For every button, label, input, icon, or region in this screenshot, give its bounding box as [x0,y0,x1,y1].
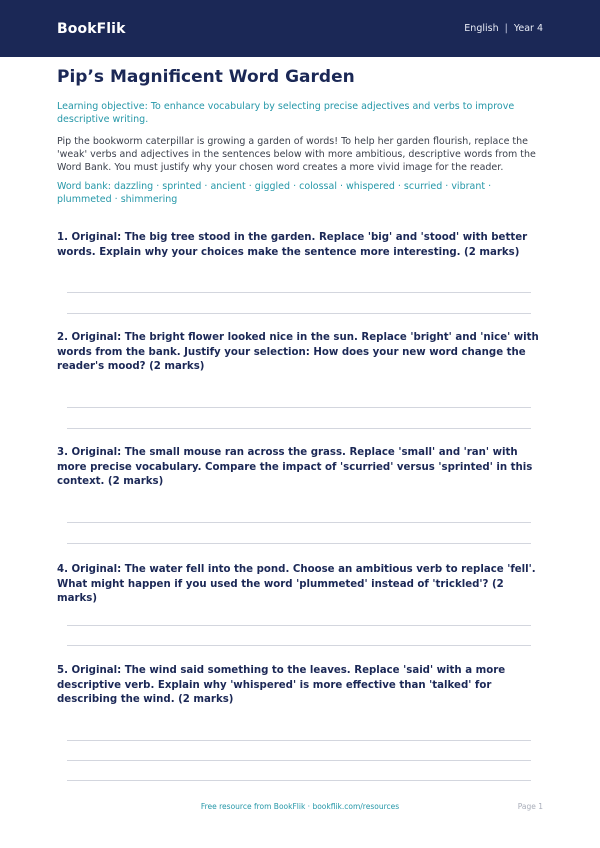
answer-line[interactable] [67,522,531,523]
answer-line[interactable] [67,740,531,741]
worksheet-intro [57,66,543,206]
answer-line[interactable] [67,625,531,626]
learning-objective: Learning objective: To enhance vocabulary by selecting precise adjectives and verbs to improve descriptive writing. [57,101,515,125]
answer-line[interactable] [67,645,531,646]
answer-line[interactable] [67,780,531,781]
footer-credit[interactable]: Free resource from BookFlik · bookflik.com/resources [200,802,400,811]
page-number: Page 1 [517,802,543,811]
brand-logo-text: BookFlik [57,20,126,37]
question-4: 4. Original: The water fell into the pond. Choose an ambitious verb to replace 'fell'. What might happen if you used the word 'plummeted' instead of 'trickled'? (2 marks) [57,564,536,604]
question-1: 1. Original: The big tree stood in the garden. Replace 'big' and 'stood' with better words. Explain why your choices make the sentence more interesting. (2 marks) [57,232,528,258]
word-bank: Word bank: dazzling · sprinted · ancient · giggled · colossal · whispered · scurried · vibrant · plummeted · shimmering [57,181,492,205]
meta-separator: | [504,23,508,34]
question-5: 5. Original: The wind said something to the leaves. Replace 'said' with a more descriptive verb. Explain why 'whispered' is more effective than 'talked' for describing the wind. (2 marks) [57,665,506,705]
question-3: 3. Original: The small mouse ran across the grass. Replace 'small' and 'ran' with more precise vocabulary. Compare the impact of 'scurried' versus 'sprinted' in this context. (2 marks) [57,447,533,487]
intro-paragraph: Pip the bookworm caterpillar is growing a garden of words! To help her garden flourish, replace the 'weak' verbs and adjectives in the sentences below with more ambitious, descriptive words from the Word Bank. You must justify why your chosen word creates a more vivid image for the reader. [57,136,536,173]
answer-line[interactable] [67,760,531,761]
answer-line[interactable] [67,407,531,408]
question-2: 2. Original: The bright flower looked nice in the sun. Replace 'bright' and 'nice' with words from the bank. Justify your selection: How does your new word change the reader's mood? (2 marks) [57,332,539,372]
subject-label: English [464,23,499,34]
answer-line[interactable] [67,543,531,544]
page-header [0,0,600,57]
header-meta [464,23,543,34]
answer-line[interactable] [67,313,531,314]
answer-line[interactable] [67,292,531,293]
page-title: Pip’s Magnificent Word Garden [57,67,355,87]
answer-line[interactable] [67,428,531,429]
year-label: Year 4 [513,23,543,34]
